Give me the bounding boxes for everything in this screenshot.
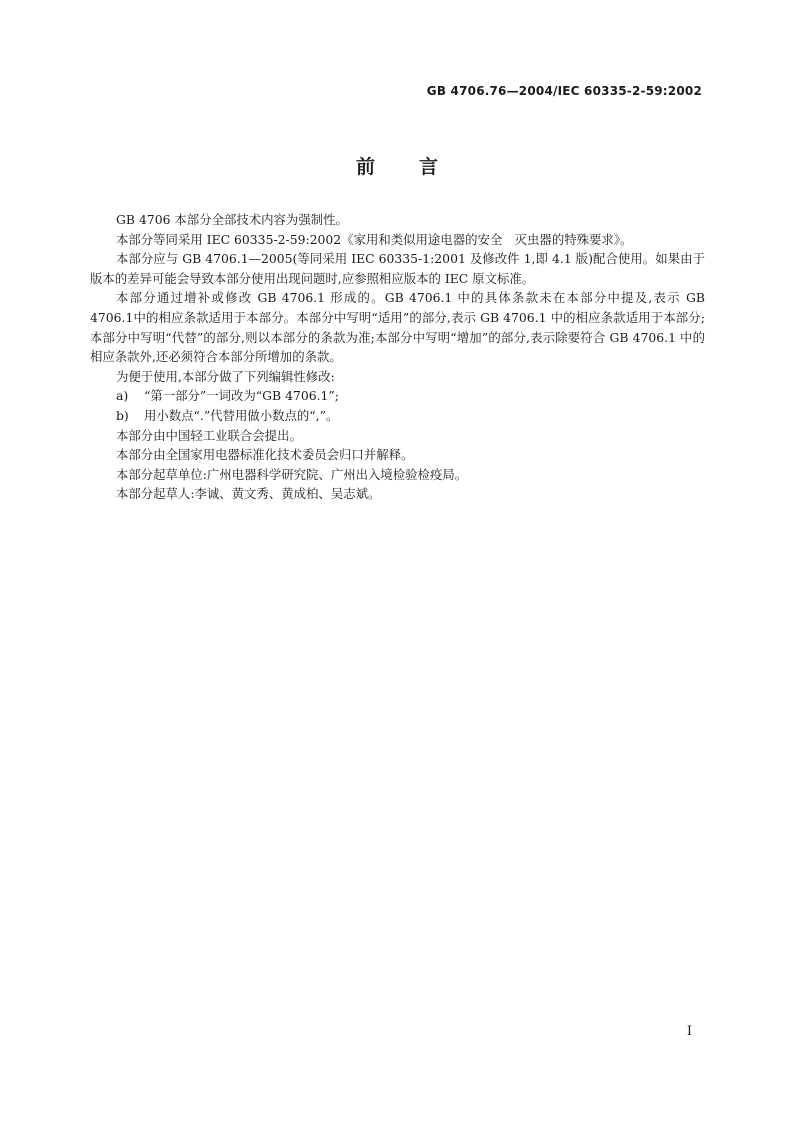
foreword-body: [90, 210, 705, 504]
list-item-text: “第一部分”一词改为“GB 4706.1”;: [144, 388, 339, 404]
list-item-text: 用小数点“.”代替用做小数点的“,”。: [144, 407, 339, 423]
standard-number: GB 4706.76—2004/IEC 60335-2-59:2002: [426, 84, 702, 98]
paragraph-proposer: 本部分由中国轻工业联合会提出。: [116, 427, 302, 443]
list-marker: a): [116, 388, 129, 404]
paragraph-structure: 本部分通过增补或修改 GB 4706.1 形成的。GB 4706.1 中的具体条款未在本部分中提及,表示 GB 4706.1中的相应条款适用于本部分。本部分中写明“适用”的部分,表示 GB 4706.1 中的相应条款适用于本部分;本部分中写明“代替”的部分,则以本部分的条款为准;本部分中写明“增加”的部分,表示除要符合 GB 4706.1 中的相应条款外,还必须符合本部分所增加的条款。: [90, 290, 705, 365]
page-title: 前言: [355, 156, 482, 178]
paragraph-edits-intro: 为便于使用,本部分做了下列编辑性修改:: [116, 368, 335, 384]
paragraph-drafters: 本部分起草人:李诚、黄文秀、黄成柏、吴志斌。: [116, 486, 381, 502]
paragraph-usage: 本部分应与 GB 4706.1—2005(等同采用 IEC 60335-1:2001 及修改件 1,即 4.1 版)配合使用。如果由于版本的差异可能会导致本部分使用出现问题时,应参照相应版本的 IEC 原文标准。: [90, 251, 705, 286]
list-marker: b): [116, 407, 129, 423]
list-item: [90, 406, 705, 426]
page-number: I: [686, 1024, 692, 1039]
paragraph-administrator: 本部分由全国家用电器标准化技术委员会归口并解释。: [116, 447, 414, 463]
paragraph-mandatory: GB 4706 本部分全部技术内容为强制性。: [116, 212, 348, 227]
paragraph-drafting-units: 本部分起草单位:广州电器科学研究院、广州出入境检验检疫局。: [116, 466, 468, 482]
paragraph-adoption: 本部分等同采用 IEC 60335-2-59:2002《家用和类似用途电器的安全 灭虫器的特殊要求》。: [116, 231, 633, 247]
list-item: [90, 386, 705, 406]
